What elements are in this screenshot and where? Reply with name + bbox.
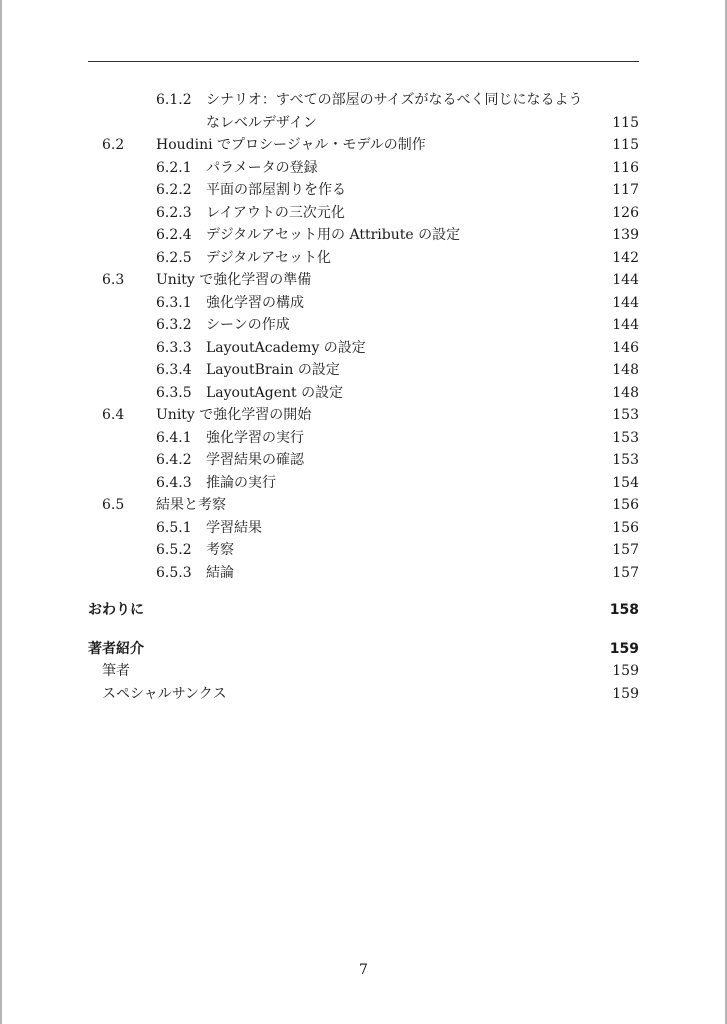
- toc-subsection-entry[interactable]: [88, 563, 639, 583]
- dot-leader: [270, 518, 604, 538]
- header-rule: [88, 61, 639, 62]
- toc-title: Unity で強化学習の準備: [156, 272, 312, 288]
- toc-number: 6.3.3: [156, 339, 192, 356]
- toc-title: 学習結果の確認: [206, 452, 304, 468]
- toc-number: 6.2.4: [156, 227, 192, 243]
- toc-number: 6.5.2: [156, 542, 192, 558]
- chapter-entry[interactable]: [88, 637, 639, 661]
- toc-subsection-entry[interactable]: [88, 113, 639, 133]
- toc-subsection-entry[interactable]: [88, 315, 639, 335]
- toc-section-entry[interactable]: [88, 405, 639, 425]
- page-number: 7: [359, 962, 368, 978]
- toc-page-number: 117: [612, 182, 639, 198]
- dot-leader: [312, 293, 604, 313]
- toc-number: 6.5: [102, 497, 125, 513]
- toc-section-entry[interactable]: [88, 270, 639, 290]
- dot-leader: [353, 203, 604, 223]
- chapter-entry[interactable]: [88, 598, 639, 622]
- toc-page-number: 144: [612, 272, 639, 288]
- toc-subsection-entry[interactable]: [88, 203, 639, 223]
- toc-title: 強化学習の構成: [206, 294, 304, 311]
- toc-page-number: 115: [612, 114, 639, 131]
- dot-leader: [348, 360, 604, 380]
- toc-title: デジタルアセット化: [206, 249, 332, 266]
- toc-title: LayoutAcademy の設定: [206, 339, 366, 356]
- toc-number: 6.3.2: [156, 317, 192, 333]
- toc-number: 6.3.4: [156, 362, 192, 378]
- toc-author-entry[interactable]: [88, 661, 639, 681]
- dot-leader: [326, 158, 604, 178]
- toc-section-entry[interactable]: [88, 495, 639, 515]
- toc-page-number: 142: [612, 249, 639, 266]
- toc-page-number: 159: [612, 663, 639, 679]
- toc-title: レイアウトの三次元化: [206, 204, 345, 221]
- toc-title: デジタルアセット用の Attribute の設定: [206, 227, 461, 243]
- toc-subsection-entry[interactable]: [88, 158, 639, 178]
- toc-number: 6.2: [102, 137, 125, 153]
- toc-subsection-entry[interactable]: [88, 383, 639, 403]
- toc-page-number: 139: [612, 227, 639, 243]
- toc-number: 6.3.5: [156, 384, 192, 401]
- toc-number: 6.5.3: [156, 564, 192, 581]
- dot-leader: [284, 473, 604, 493]
- dot-leader: [234, 495, 604, 515]
- toc-title: 強化学習の実行: [206, 429, 304, 446]
- toc-page-number: 115: [612, 137, 639, 153]
- toc-subsection-entry[interactable]: [88, 360, 639, 380]
- dot-leader: [354, 180, 604, 200]
- dot-leader: [312, 428, 604, 448]
- dot-leader: [138, 661, 604, 681]
- toc-title: パラメータの登録: [206, 159, 318, 176]
- toc-page-number: 157: [612, 542, 639, 558]
- dot-leader: [235, 684, 604, 704]
- dot-leader: [351, 383, 604, 403]
- dot-leader: [242, 563, 604, 583]
- toc-title: Unity で強化学習の開始: [156, 407, 312, 423]
- toc-subsection-entry[interactable]: [88, 450, 639, 470]
- toc-number: 6.2.1: [156, 159, 192, 176]
- toc-title: Houdini でプロシージャル・モデルの制作: [156, 137, 426, 153]
- toc-title: 考察: [206, 542, 234, 558]
- chapter-title: 著者紹介: [88, 641, 144, 657]
- toc-page-number: 126: [612, 204, 639, 221]
- toc-number: 6.3: [102, 272, 125, 288]
- toc-page-number: 116: [612, 159, 639, 176]
- toc-number: 6.4.1: [156, 429, 192, 446]
- page-left-edge: [0, 0, 2, 1024]
- dot-leader: [339, 248, 604, 268]
- dot-leader: [374, 338, 604, 358]
- toc-title: シナリオ：すべての部屋のサイズがなるべく同じになるよう: [206, 92, 583, 108]
- toc-title: シーンの作成: [206, 317, 290, 333]
- toc-subsection-entry[interactable]: [88, 540, 639, 560]
- toc-subsection-entry[interactable]: [88, 225, 639, 245]
- toc-number: 6.2.3: [156, 204, 192, 221]
- toc-title: なレベルデザイン: [206, 114, 318, 131]
- toc-page-number: 153: [612, 429, 639, 446]
- toc-page-number: 156: [612, 519, 639, 536]
- toc-page-number: 159: [612, 686, 639, 702]
- toc-page-number: 156: [612, 497, 639, 513]
- toc-number: 6.2.2: [156, 182, 192, 198]
- toc-subsection-entry[interactable]: [88, 180, 639, 200]
- toc-subsection-entry[interactable]: [88, 473, 639, 493]
- toc-page-number: 146: [612, 339, 639, 356]
- toc-page-number: 144: [612, 317, 639, 333]
- toc-title: 学習結果: [206, 519, 262, 536]
- toc-section-entry[interactable]: [88, 135, 639, 155]
- dot-leader: [319, 270, 604, 290]
- toc-title: 筆者: [102, 663, 130, 679]
- dot-leader: [434, 135, 604, 155]
- toc-title: LayoutAgent の設定: [206, 384, 344, 401]
- toc-number: 6.5.1: [156, 519, 192, 536]
- toc-subsection-entry[interactable]: [88, 338, 639, 358]
- toc-number: 6.2.5: [156, 249, 192, 266]
- toc-number: 6.1.2: [156, 92, 192, 108]
- chapter-page-number: 159: [609, 641, 639, 657]
- dot-leader: [468, 225, 604, 245]
- toc-number: 6.4.2: [156, 452, 192, 468]
- dot-leader: [298, 315, 604, 335]
- toc-title: 結果と考察: [156, 497, 226, 513]
- dot-leader: [325, 113, 604, 133]
- toc-page-number: 153: [612, 452, 639, 468]
- chapter-title: おわりに: [88, 602, 144, 618]
- toc-page-number: 154: [612, 474, 639, 491]
- toc-page-number: 148: [612, 384, 639, 401]
- toc-page-number: 153: [612, 407, 639, 423]
- toc-page-number: 144: [612, 294, 639, 311]
- toc-subsection-entry[interactable]: [88, 518, 639, 538]
- toc-subsection-entry[interactable]: [88, 428, 639, 448]
- toc-page-number: 148: [612, 362, 639, 378]
- toc-subsection-entry[interactable]: [88, 248, 639, 268]
- toc-title: 推論の実行: [206, 474, 276, 491]
- dot-leader: [312, 450, 604, 470]
- toc-subsection-entry[interactable]: [88, 90, 639, 110]
- toc-title: 平面の部屋割りを作る: [206, 182, 346, 198]
- toc-number: 6.4: [102, 407, 125, 423]
- toc-page-number: 157: [612, 564, 639, 581]
- toc-title: スペシャルサンクス: [102, 686, 227, 702]
- dot-leader: [242, 540, 604, 560]
- toc-number: 6.4.3: [156, 474, 192, 491]
- chapter-page-number: 158: [609, 602, 639, 618]
- toc-title: 結論: [206, 564, 234, 581]
- toc-title: LayoutBrain の設定: [206, 362, 340, 378]
- toc-author-entry[interactable]: [88, 684, 639, 704]
- dot-leader: [319, 405, 604, 425]
- toc-subsection-entry[interactable]: [88, 293, 639, 313]
- toc-number: 6.3.1: [156, 294, 192, 311]
